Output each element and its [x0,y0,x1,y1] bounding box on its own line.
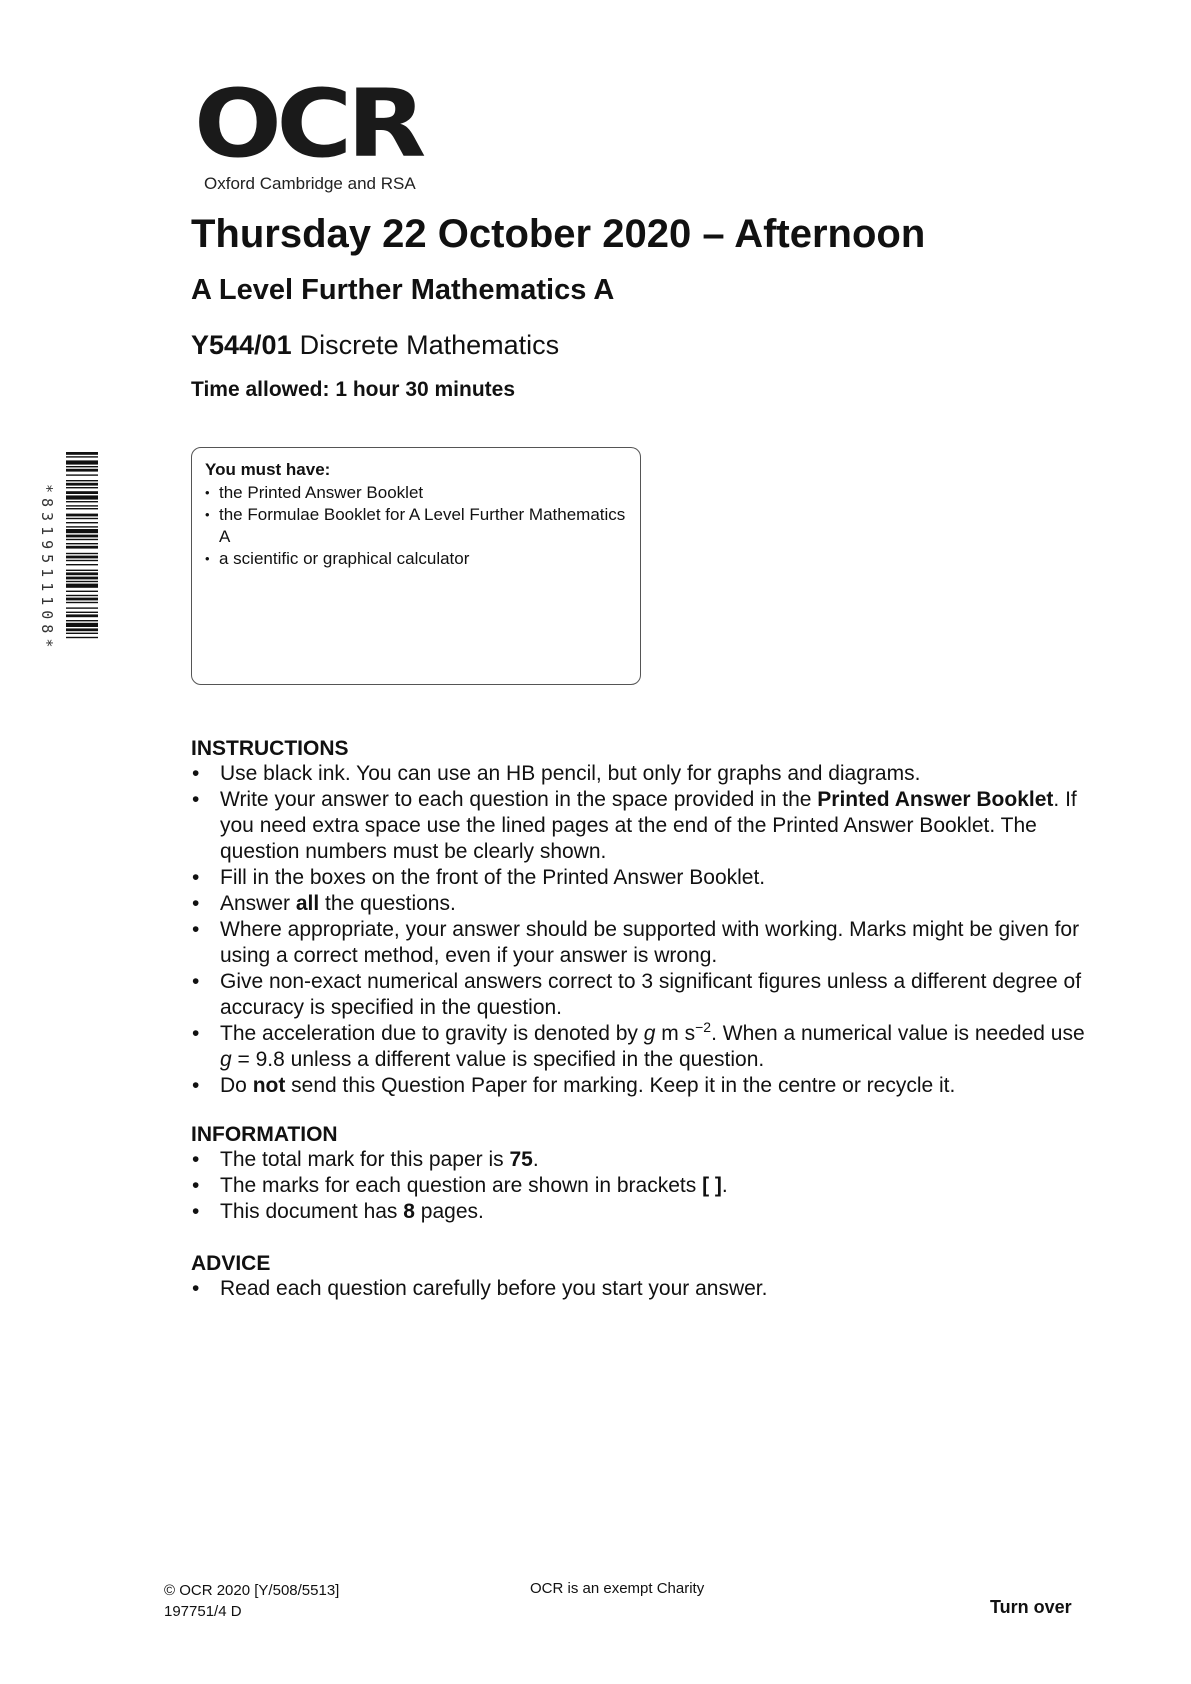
information-item: • The total mark for this paper is 75. [191,1147,1091,1173]
ocr-logo [194,70,456,200]
exam-date-session: Thursday 22 October 2020 – Afternoon [191,212,926,256]
instructions-heading: INSTRUCTIONS [191,737,349,760]
instruction-item: • The acceleration due to gravity is denoted by g m $s^{-2}$. When a numerical value is needed use g = 9.8 unless a different value is specified in the question. [191,1021,1091,1073]
instruction-item: • Do not send this Question Paper for marking. Keep it in the centre or recycle it. [191,1073,1091,1099]
must-have-box [191,447,641,685]
instruction-item: • Give non-exact numerical answers correct to 3 significant figures unless a different degree of accuracy is specified in the question. [191,969,1091,1021]
barcode-icon [66,452,98,684]
information-item: • The marks for each question are shown in brackets [ ]. [191,1173,1091,1199]
ocr-tagline: Oxford Cambridge and RSA [204,174,416,193]
instruction-item: • Where appropriate, your answer should be supported with working. Marks might be given for using a correct method, even if your answer is wrong. [191,917,1091,969]
information-item: • This document has 8 pages. [191,1199,1091,1225]
paper-title: Discrete Mathematics [299,330,560,360]
footer-copyright-block [164,1580,339,1622]
qualification-title: A Level Further Mathematics A [191,274,615,306]
must-have-heading: You must have: [205,460,331,479]
turn-over-label: Turn over [990,1597,1072,1617]
time-allowed: Time allowed: 1 hour 30 minutes [191,378,516,401]
advice-list [191,1276,1091,1302]
paper-code: Y544/01 [191,330,292,360]
information-heading: INFORMATION [191,1123,338,1146]
instruction-item: • Fill in the boxes on the front of the Printed Answer Booklet. [191,865,1091,891]
must-have-item: • the Formulae Booklet for A Level Further Mathematics A [205,504,628,548]
ocr-wordmark: OCR [194,70,421,179]
barcode-digits: *8319511108* [38,483,56,653]
advice-item: • Read each question carefully before you start your answer. [191,1276,1091,1302]
information-list [191,1147,1091,1225]
footer-charity: OCR is an exempt Charity [530,1580,705,1597]
instruction-item: • Write your answer to each question in the space provided in the Printed Answer Booklet. If you need extra space use the lined pages at the end of the Printed Answer Booklet. The question numbers must be clearly shown. [191,787,1091,865]
advice-heading: ADVICE [191,1252,271,1275]
instructions-list [191,761,1091,1099]
footer-copyright: © OCR 2020 [Y/508/5513] [164,1582,340,1599]
must-have-item: • the Printed Answer Booklet [205,482,628,504]
instruction-item: • Answer all the questions. [191,891,1091,917]
paper-heading [191,330,559,361]
instruction-item: • Use black ink. You can use an HB pencil, but only for graphs and diagrams. [191,761,1091,787]
must-have-item: • a scientific or graphical calculator [205,548,628,570]
footer-doc-code: 197751/4 D [164,1603,242,1620]
must-have-list [205,482,628,570]
